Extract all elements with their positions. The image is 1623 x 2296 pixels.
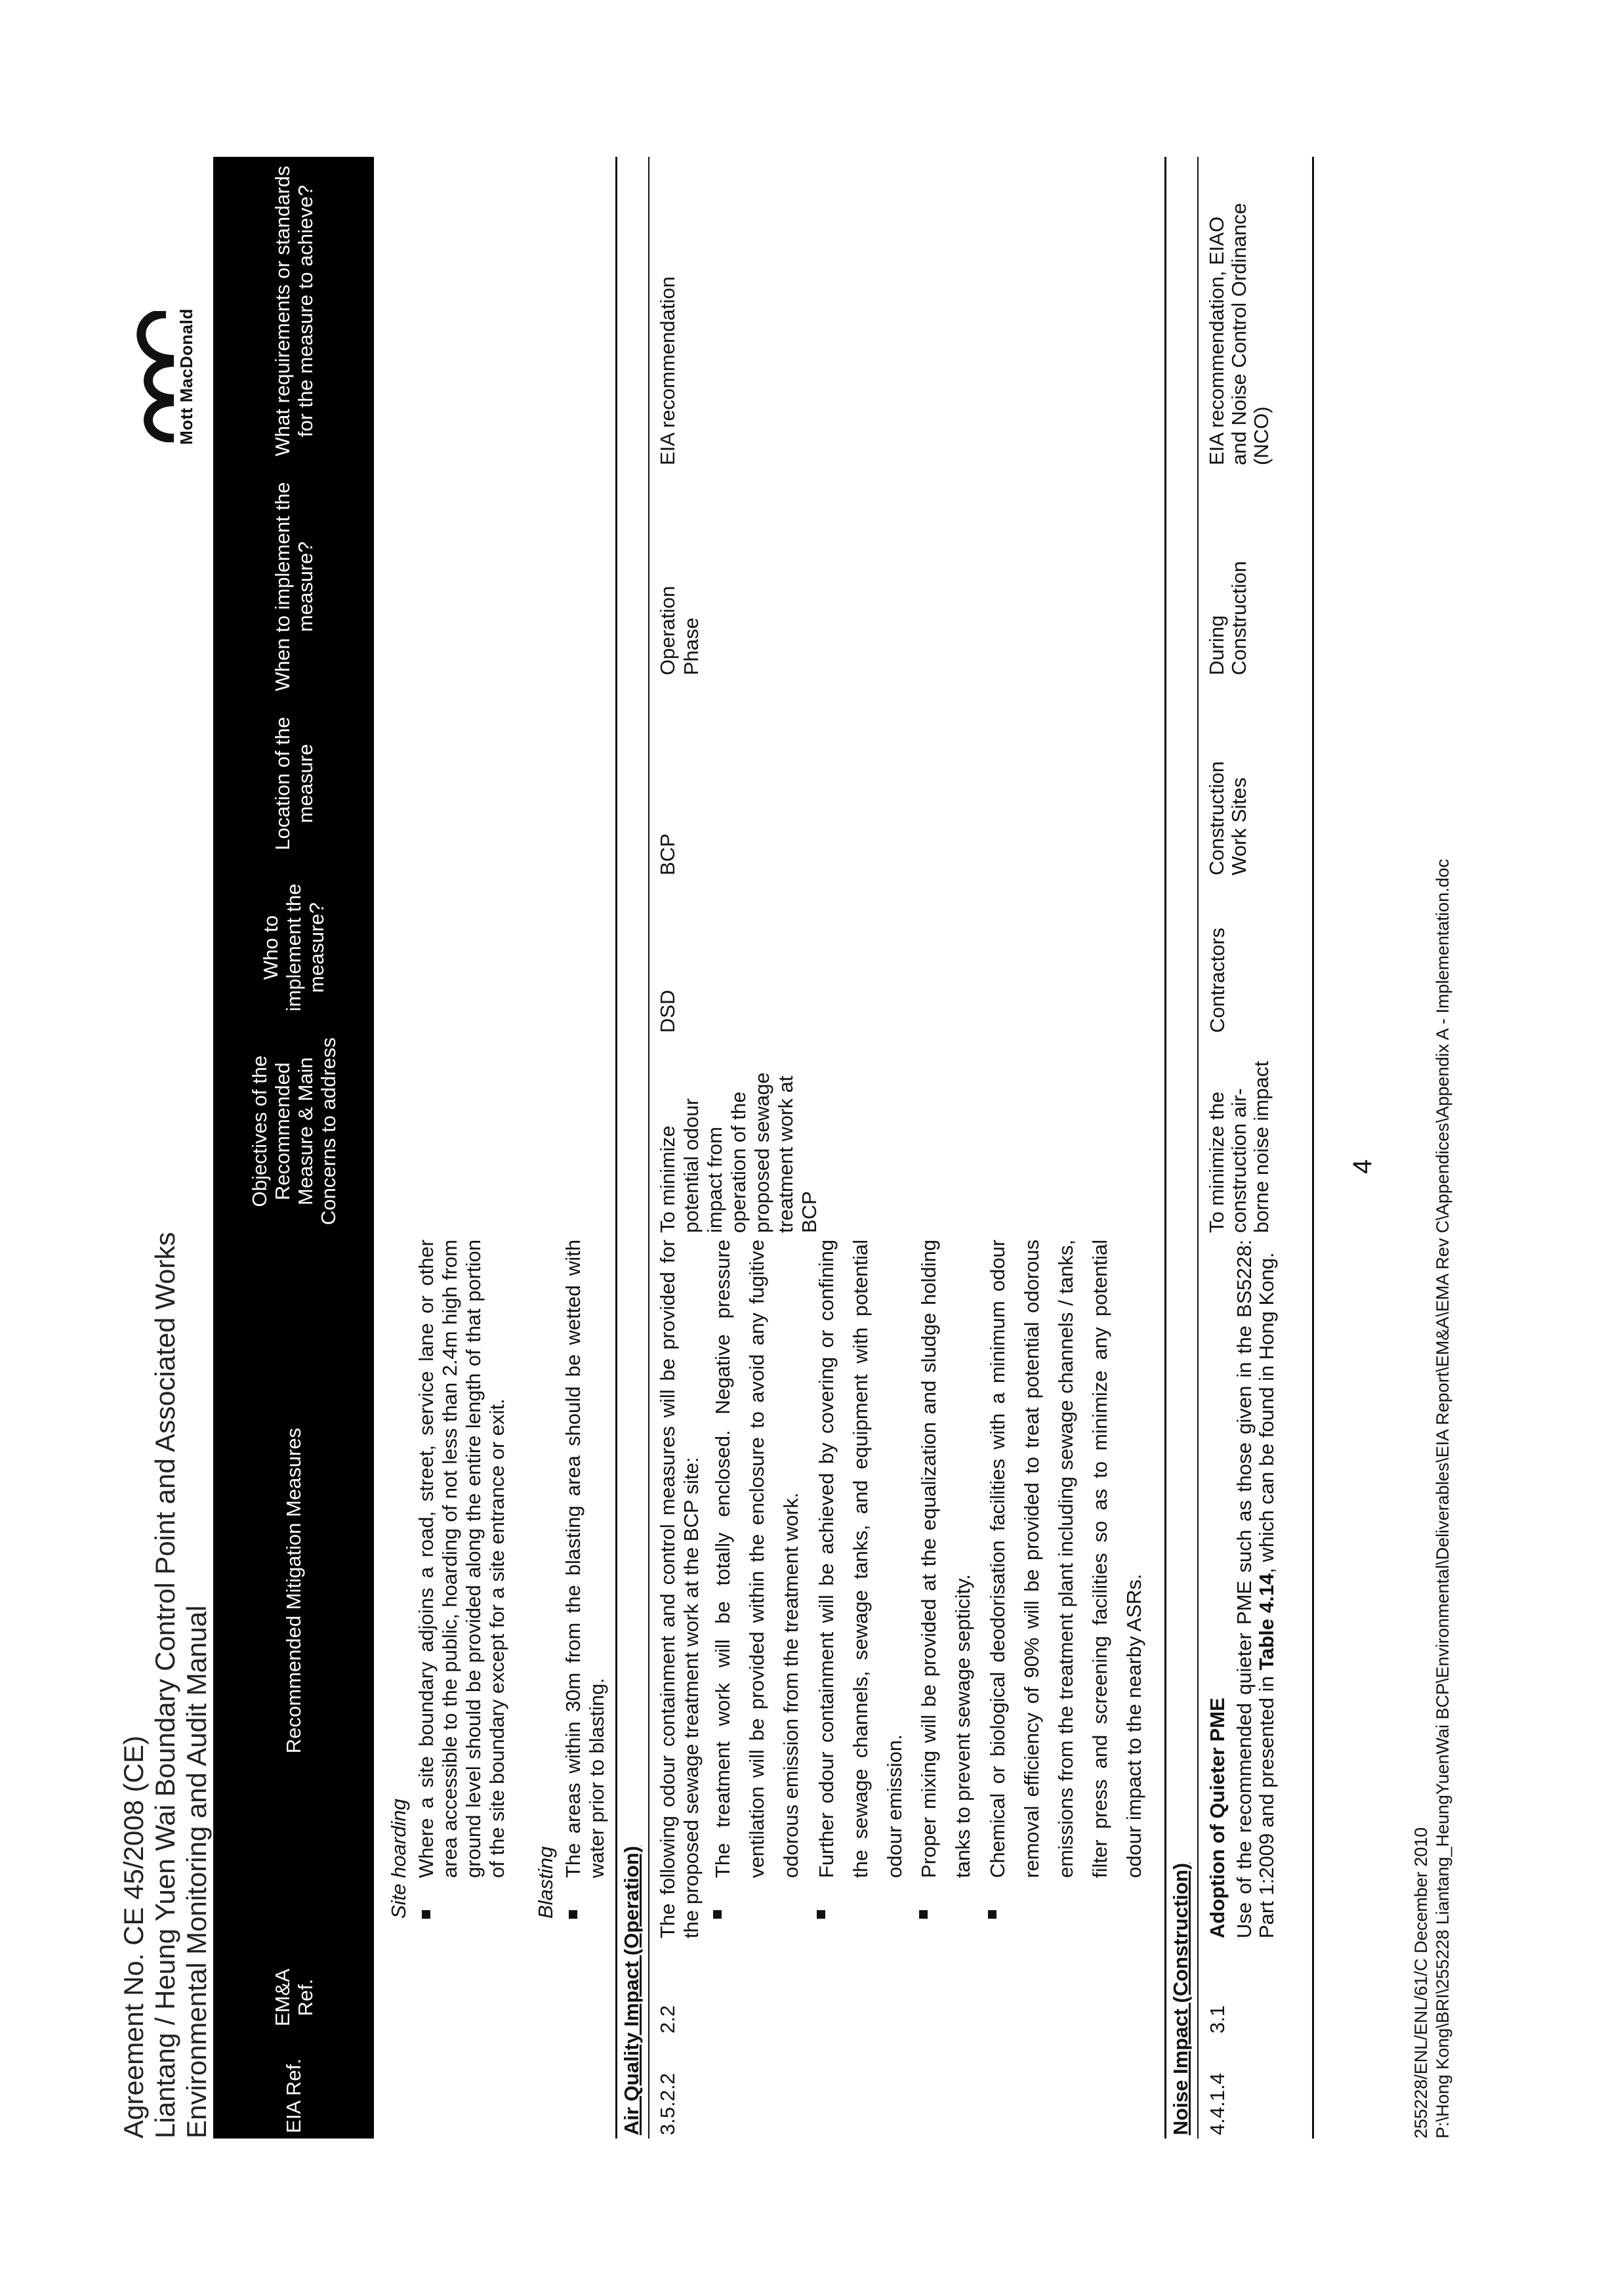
list-item	[562, 1240, 614, 1919]
col-header-when: When to implement the measure?	[270, 482, 317, 692]
site-hoarding-text: Where a site boundary adjoins a road, street, service lane or other area accessible to the public, hoarding of not less than 2.4m high from ground level should be provided along the entire length of that portion of the site boundary except for a site entrance or exit.	[415, 1240, 508, 1878]
air-bullet-4: Chemical or biological deodorisation facilities with a minimum odour removal efficiency of 90% will be provided to treat potential odorous emissions from the treatment plant including sewage channels / tanks, filter press and screening facilities so as to minimize any potential odour impact to the nearby ASRs.	[986, 1240, 1145, 1878]
col-header-eia-ref: EIA Ref.	[282, 2058, 305, 2133]
col-header-who: Who to implement the measure?	[259, 883, 328, 1012]
row-divider	[1164, 157, 1166, 2139]
blasting-text: The areas within 30m from the blasting area should be wetted with water prior to blasting.	[562, 1240, 608, 1878]
section-divider	[1197, 157, 1199, 2139]
noise-measure-text	[1233, 1240, 1278, 1938]
col-header-location: Location of the measure	[270, 717, 317, 850]
row-divider	[615, 157, 617, 2139]
noise-text-part-a: Use of the recommended quieter PME such as those given in the BS5228: Part 1:2009 and presented in	[1233, 1240, 1278, 1938]
air-eia-ref: 3.5.2.2	[656, 2073, 679, 2135]
air-ema-ref: 2.2	[656, 2005, 679, 2034]
section-heading-noise: Noise Impact (Construction)	[1169, 1862, 1192, 2135]
list-item	[415, 1240, 520, 1919]
footer-reference: 255228/ENL/ENL/61/C December 2010	[1411, 1827, 1431, 2139]
air-who: DSD	[656, 990, 679, 1033]
list-item	[912, 1240, 984, 1919]
bullet-icon	[817, 1910, 825, 1919]
table-header-row	[213, 157, 374, 2139]
footer-file-path: P:\Hong Kong\BRI\255228 Liantang_HeungYuenWai BCP\Environmental\Deliverables\EIA Report\EM&A\EMA Rev C\Appendices\Appendix A - Implementation.doc	[1433, 858, 1452, 2139]
bullet-icon	[422, 1910, 430, 1919]
row-divider	[1312, 157, 1314, 2139]
bullet-icon	[988, 1910, 996, 1919]
company-logo	[128, 308, 197, 446]
air-location: BCP	[656, 833, 679, 875]
page-number: 4	[1348, 1159, 1377, 1174]
col-header-requirements: What requirements or standards for the measure to achieve?	[270, 165, 317, 457]
air-bullet-3: Proper mixing will be provided at the equalization and sludge holding tanks to prevent sewage septicity.	[917, 1240, 974, 1878]
mott-macdonald-logo-icon	[128, 311, 175, 442]
list-item	[981, 1240, 1158, 1919]
air-bullet-1: The treatment work will be totally enclosed. Negative pressure ventilation will be provided within the enclosure to avoid any fugitive odorous emission from the treatment work.	[711, 1240, 802, 1878]
bullet-icon	[569, 1910, 577, 1919]
bullet-icon	[713, 1910, 722, 1919]
section-heading-air-quality: Air Quality Impact (Operation)	[620, 1846, 643, 2135]
agreement-number: Agreement No. CE 45/2008 (CE)	[118, 1736, 149, 2139]
noise-eia-ref: 4.4.1.4	[1206, 2073, 1229, 2135]
noise-objectives: To minimize the construction air-borne noise impact	[1205, 1061, 1273, 1233]
project-title: Liantang / Heung Yuen Wai Boundary Control Point and Associated Works	[150, 1232, 180, 2139]
col-header-ema-ref: EM&A Ref.	[270, 1969, 317, 2026]
site-hoarding-heading: Site hoarding	[387, 1799, 410, 1919]
manual-title: Environmental Monitoring and Audit Manual	[181, 1605, 212, 2139]
section-divider	[648, 157, 649, 2139]
air-when: Operation Phase	[656, 585, 703, 675]
noise-ema-ref: 3.1	[1206, 2005, 1229, 2034]
document-header	[118, 1232, 213, 2139]
noise-measure-title: Adoption of Quieter PME	[1206, 1698, 1229, 1938]
logo-text: Mott MacDonald	[176, 308, 196, 445]
air-objectives: To minimize potential odour impact from operation of the proposed sewage treatment work at BCP	[656, 1072, 821, 1233]
noise-text-part-b: , which can be found in Hong Kong.	[1255, 1252, 1278, 1574]
list-item	[706, 1240, 811, 1919]
bullet-icon	[919, 1910, 928, 1919]
blasting-heading: Blasting	[534, 1846, 557, 1919]
list-item	[810, 1240, 914, 1919]
noise-location: Construction Work Sites	[1205, 761, 1250, 875]
col-header-objectives: Objectives of the Recommended Measure & Main Concerns to address	[247, 1037, 340, 1226]
noise-who: Contractors	[1206, 927, 1229, 1033]
air-bullet-2: Further odour containment will be achieved by covering or confining the sewage channels, sewage tanks, and equipment with potential odour emission.	[815, 1240, 906, 1878]
table-reference: Table 4.14	[1255, 1573, 1278, 1671]
air-requirements: EIA recommendation	[656, 276, 679, 465]
air-measures-intro: The following odour containment and control measures will be provided for the proposed sewage treatment work at the BCP site:	[656, 1240, 703, 1938]
col-header-measures: Recommended Mitigation Measures	[282, 1427, 305, 1754]
noise-when: During Construction	[1205, 560, 1250, 675]
noise-requirements: EIA recommendation, EIAO and Noise Control Ordinance (NCO)	[1205, 203, 1273, 465]
